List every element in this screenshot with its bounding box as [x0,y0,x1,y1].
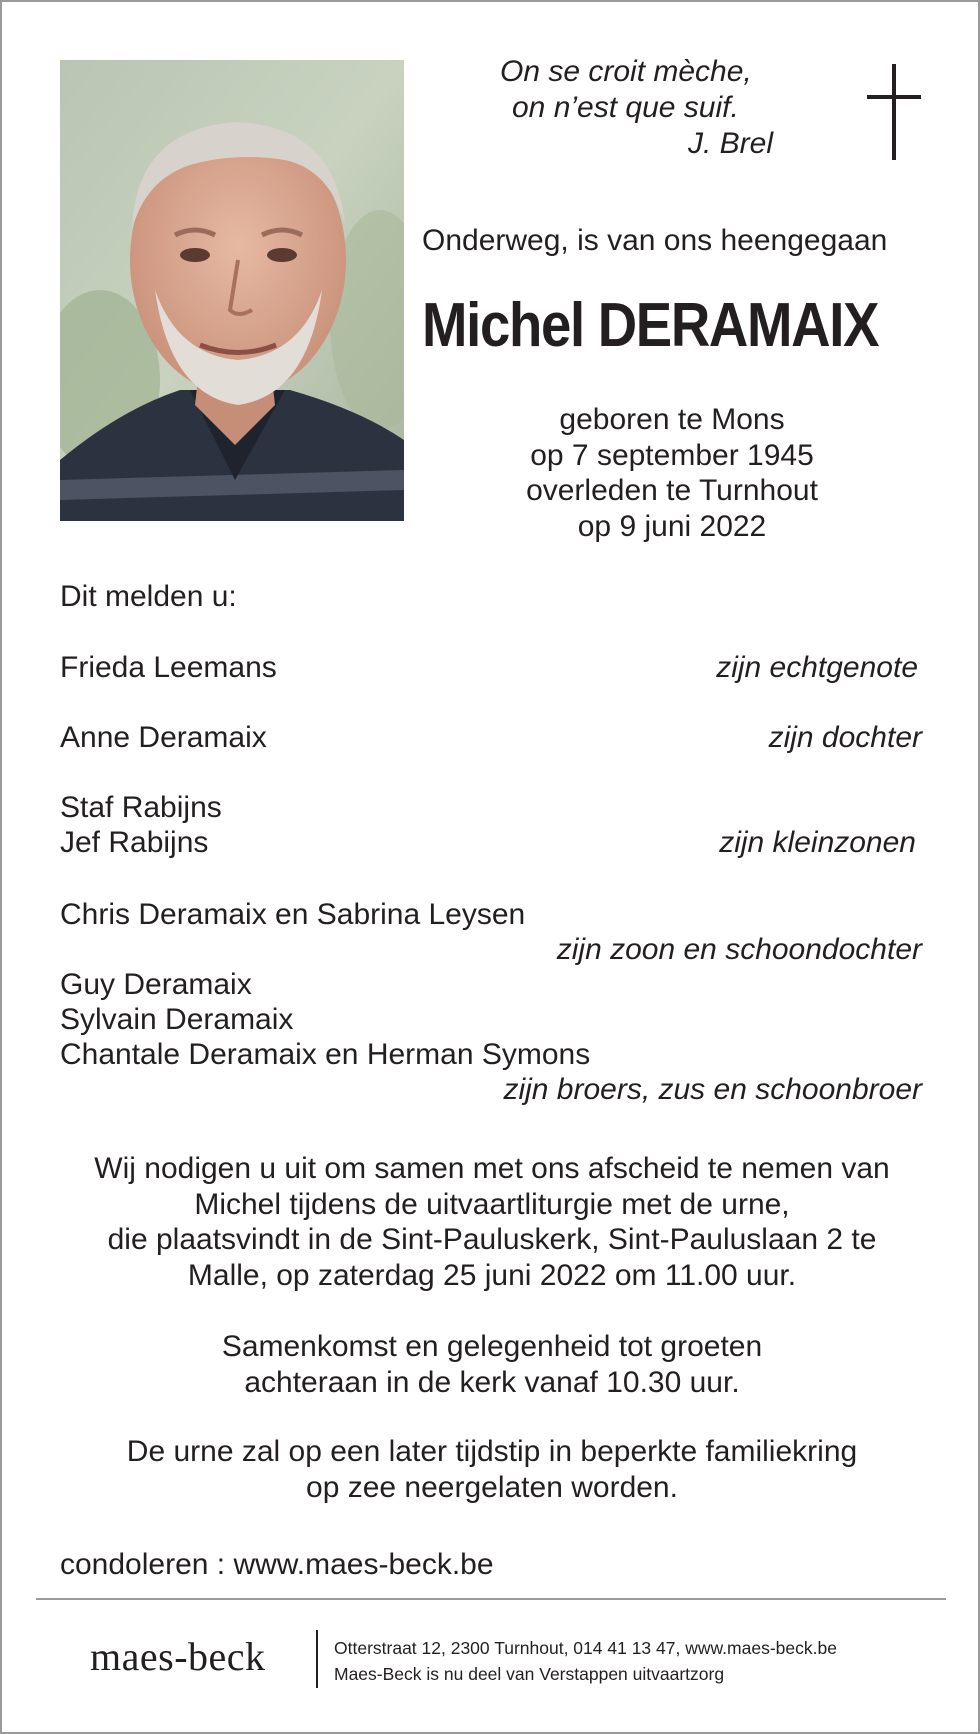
family-member: Chris Deramaix en Sabrina Leysen [60,898,526,931]
quote [472,54,812,162]
urn-line: De urne zal op een later tijdstip in beperkte familiekring [126,1435,858,1468]
footer-info [334,1635,837,1687]
family-relation: zijn echtgenote [716,651,918,684]
family-member: Jef Rabijns [60,826,209,859]
family-member: Frieda Leemans [60,651,277,684]
footer-separator [316,1630,318,1688]
intro-text: Onderweg, is van ons heengegaan [422,224,888,257]
footer-address: Otterstraat 12, 2300 Turnhout, 014 41 13 47, www.maes-beck.be [334,1638,837,1658]
gathering-line: Samenkomst en gelegenheid tot groeten [221,1330,763,1363]
family-relation: zijn dochter [768,721,922,754]
invitation-text [42,1151,942,1293]
family-relation: zijn broers, zus en schoonbroer [503,1073,922,1106]
portrait-photo [60,60,404,521]
family-member: Anne Deramaix [60,721,267,754]
family-member: Sylvain Deramaix [60,1003,294,1036]
family-relation: zijn kleinzonen [719,826,916,859]
invitation-line: Malle, op zaterdag 25 juni 2022 om 11.00 uur. [187,1258,797,1292]
invitation-line: die plaatsvindt in de Sint-Pauluskerk, Sint-Pauluslaan 2 te [107,1223,877,1256]
divider [36,1598,946,1600]
death-date: op 9 juni 2022 [577,509,767,543]
birth-date: op 7 september 1945 [530,438,814,472]
family-member: Chantale Deramaix en Herman Symons [60,1038,591,1071]
family-member: Guy Deramaix [60,968,252,1001]
death-place: overleden te Turnhout [526,474,818,507]
footer-note: Maes-Beck is nu deel van Verstappen uitvaartzorg [334,1664,725,1684]
birth-death-info [482,402,862,544]
quote-line: on n’est que suif. [512,91,739,124]
funeral-home-logo: maes-beck [90,1634,266,1679]
quote-author: J. Brel [688,127,774,160]
cross-icon [864,62,924,162]
gathering-line: achteraan in de kerk vanaf 10.30 uur. [244,1365,740,1399]
invitation-line: Michel tijdens de uitvaartliturgie met de urne, [194,1187,790,1221]
birth-place: geboren te Mons [559,403,785,436]
condolences-link[interactable]: condoleren : www.maes-beck.be [60,1548,494,1581]
quote-line: On se croit mèche, [500,55,752,88]
urn-line: op zee neergelaten worden. [306,1470,678,1504]
announce-text: Dit melden u: [60,580,237,613]
gathering-text [42,1329,942,1400]
deceased-name: Michel DERAMAIX [422,291,879,360]
family-member: Staf Rabijns [60,791,222,824]
invitation-line: Wij nodigen u uit om samen met ons afscheid te nemen van [94,1152,890,1185]
urn-text [42,1434,942,1505]
family-relation: zijn zoon en schoondochter [556,933,922,966]
